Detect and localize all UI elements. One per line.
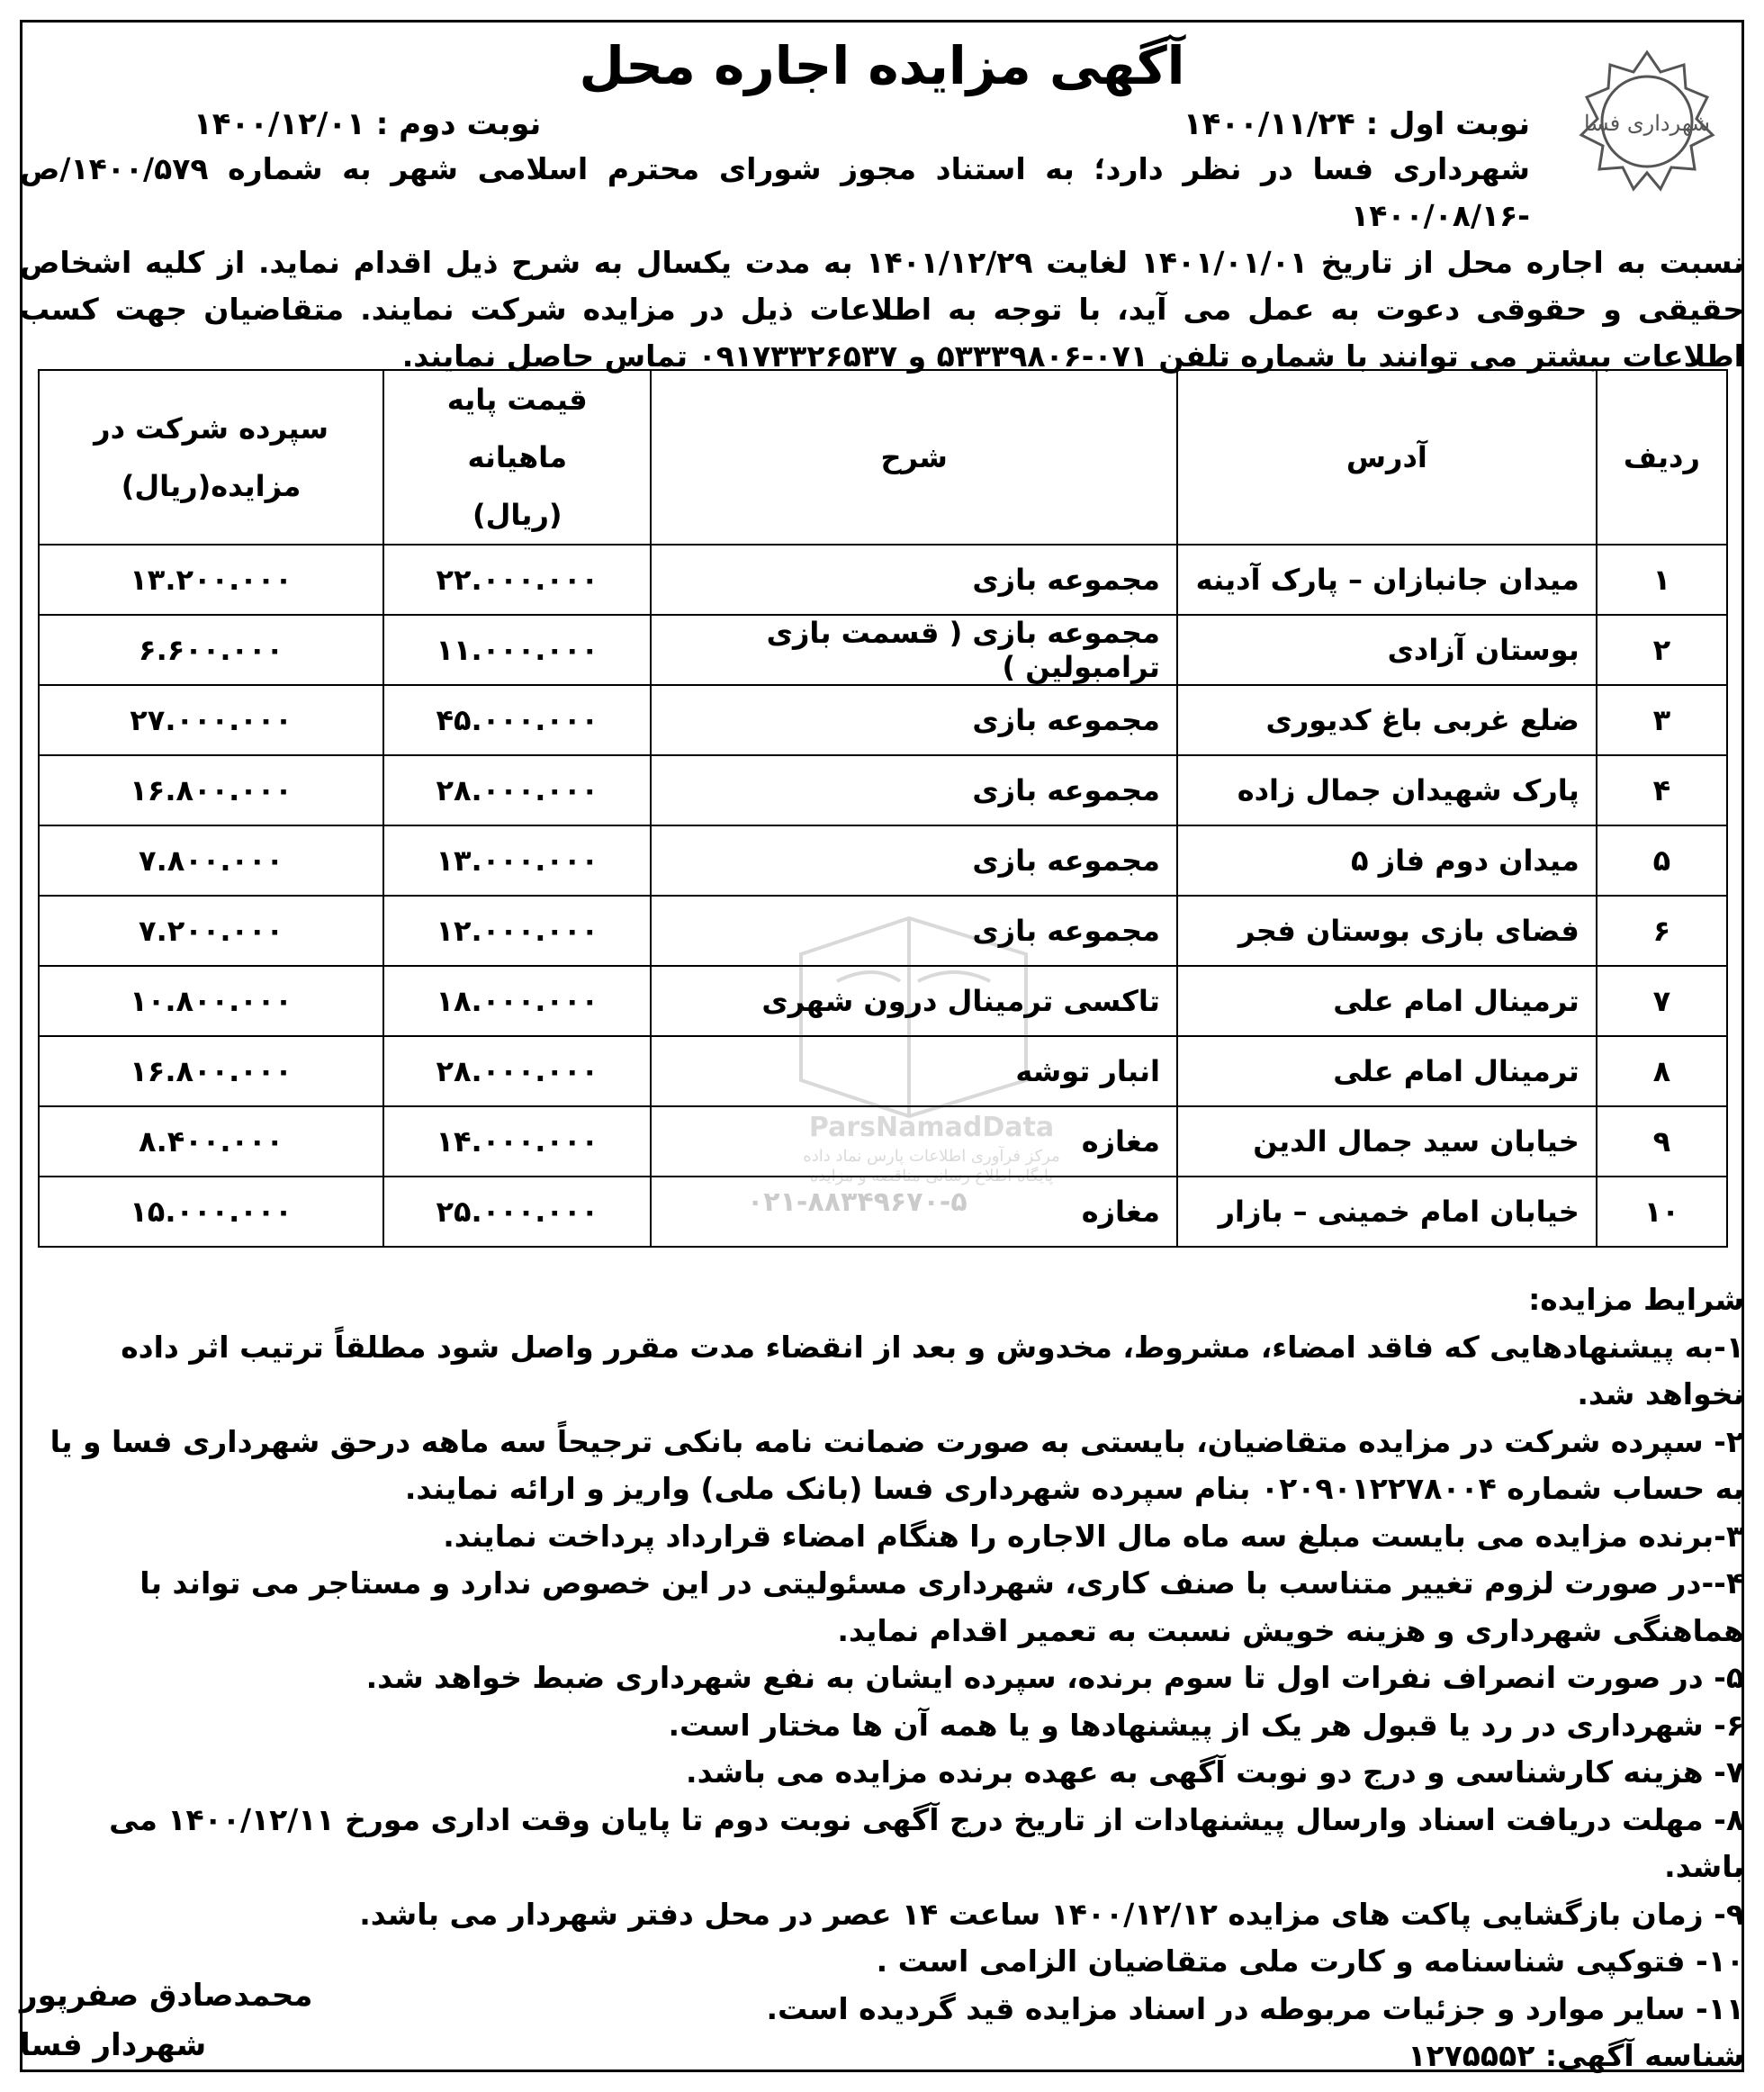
row-description: انبار توشه	[651, 1036, 1177, 1106]
row-price: ۱۴.۰۰۰.۰۰۰	[383, 1106, 651, 1177]
condition-item: ۹- زمان بازگشایی پاکت های مزایده ۱۴۰۰/۱۲/۱۲ ساعت ۱۴ عصر در محل دفتر شهردار می باشد.	[359, 1896, 1744, 1932]
header-description: شرح	[651, 370, 1177, 545]
row-index: ۶	[1597, 896, 1727, 966]
first-turn-date: نوبت اول : ۱۴۰۰/۱۱/۲۴	[1183, 106, 1530, 142]
row-deposit: ۸.۴۰۰.۰۰۰	[39, 1106, 383, 1177]
row-description: مجموعه بازی	[651, 825, 1177, 896]
row-deposit: ۱۶.۸۰۰.۰۰۰	[39, 755, 383, 825]
header-price-line1: قیمت پایه ماهیانه	[446, 383, 588, 474]
row-deposit: ۱۶.۸۰۰.۰۰۰	[39, 1036, 383, 1106]
row-price: ۱۳.۰۰۰.۰۰۰	[383, 825, 651, 896]
row-address: ضلع غربی باغ کدیوری	[1177, 685, 1597, 755]
condition-item: ۵- در صورت انصراف نفرات اول تا سوم برنده، سپرده ایشان به نفع شهرداری ضبط خواهد شد.	[365, 1660, 1744, 1695]
row-price: ۲۵.۰۰۰.۰۰۰	[383, 1177, 651, 1247]
auction-conditions	[20, 1276, 1744, 2080]
table-row	[39, 685, 1727, 755]
svg-text:شهرداری فسا: شهرداری فسا	[1584, 111, 1710, 136]
row-index: ۷	[1597, 966, 1727, 1036]
condition-item: ۸- مهلت دریافت اسناد وارسال پیشنهادات از تاریخ درج آگهی نوبت دوم تا پایان وقت اداری مورخ ۱۴۰۰/۱۲/۱۱ می باشد.	[109, 1801, 1744, 1884]
condition-item: ۱۰- فتوکپی شناسنامه و کارت ملی متقاضیان الزامی است .	[876, 1943, 1744, 1979]
row-address: میدان دوم فاز ۵	[1177, 825, 1597, 896]
watermark-brand: ParsNamadData	[808, 1112, 1055, 1143]
row-deposit: ۲۷.۰۰۰.۰۰۰	[39, 685, 383, 755]
condition-item: ۳-برنده مزایده می بایست مبلغ سه ماه مال الاجاره را هنگام امضاء قرارداد پرداخت نمایند.	[443, 1518, 1744, 1554]
row-index: ۱۰	[1597, 1177, 1727, 1247]
condition-item: ۷- هزینه کارشناسی و درج دو نوبت آگهی به عهده برنده مزایده می باشد.	[686, 1754, 1744, 1790]
row-deposit: ۱۳.۲۰۰.۰۰۰	[39, 545, 383, 615]
row-price: ۲۸.۰۰۰.۰۰۰	[383, 1036, 651, 1106]
row-index: ۱	[1597, 545, 1727, 615]
row-description: مجموعه بازی	[651, 755, 1177, 825]
signature-block	[20, 1971, 312, 2070]
row-price: ۱۲.۰۰۰.۰۰۰	[383, 896, 651, 966]
header-index: ردیف	[1597, 370, 1727, 545]
watermark-line2: پایگاه اطلاع رسانی مناقصه و مزایده	[809, 1167, 1054, 1186]
row-index: ۹	[1597, 1106, 1727, 1177]
condition-item: ۱۱- سایر موارد و جزئیات مربوطه در اسناد مزایده قید گردیده است.	[766, 1990, 1744, 2026]
watermark	[729, 900, 1134, 1188]
row-price: ۱۸.۰۰۰.۰۰۰	[383, 966, 651, 1036]
row-description: مجموعه بازی	[651, 896, 1177, 966]
row-price: ۲۸.۰۰۰.۰۰۰	[383, 755, 651, 825]
row-address: ترمینال امام علی	[1177, 1036, 1597, 1106]
notice-title: آگهی مزایده اجاره محل	[579, 35, 1185, 96]
signatory-name: محمدصادق صفرپور	[20, 1978, 313, 2014]
row-deposit: ۱۵.۰۰۰.۰۰۰	[39, 1177, 383, 1247]
table-header-row	[39, 370, 1727, 545]
intro-paragraph	[20, 146, 1744, 380]
condition-item: ۴--در صورت لزوم تغییر متناسب با صنف کاری، شهرداری مسئولیتی در این خصوص ندارد و مستاجر می تواند با هماهنگی شهرداری و هزینه خویش نسبت به تعمیر اقدام نماید.	[140, 1565, 1744, 1648]
table-row	[39, 615, 1727, 685]
row-price: ۴۵.۰۰۰.۰۰۰	[383, 685, 651, 755]
watermark-phone: ۰۲۱-۸۸۳۴۹۶۷۰-۵	[747, 1186, 968, 1218]
row-index: ۵	[1597, 825, 1727, 896]
row-price: ۱۱.۰۰۰.۰۰۰	[383, 615, 651, 685]
header-deposit	[39, 370, 383, 545]
row-index: ۴	[1597, 755, 1727, 825]
row-address: میدان جانبازان – پارک آدینه	[1177, 545, 1597, 615]
row-address: ترمینال امام علی	[1177, 966, 1597, 1036]
row-index: ۲	[1597, 615, 1727, 685]
row-address: خیابان سید جمال الدین	[1177, 1106, 1597, 1177]
table-row	[39, 755, 1727, 825]
header-price-line2: (ریال)	[472, 498, 562, 532]
condition-item: ۶- شهرداری در رد یا قبول هر یک از پیشنهادها و یا همه آن ها مختار است.	[668, 1707, 1744, 1743]
row-description: مجموعه بازی	[651, 685, 1177, 755]
header-address: آدرس	[1177, 370, 1597, 545]
conditions-heading: شرایط مزایده:	[1528, 1282, 1744, 1317]
row-address: خیابان امام خمینی – بازار	[1177, 1177, 1597, 1247]
row-deposit: ۶.۶۰۰.۰۰۰	[39, 615, 383, 685]
table-row	[39, 825, 1727, 896]
row-deposit: ۱۰.۸۰۰.۰۰۰	[39, 966, 383, 1036]
intro-first-line: شهرداری فسا در نظر دارد؛ به استناد مجوز شورای محترم اسلامی شهر به شماره ۱۴۰۰/۵۷۹/ص -۱۴۰۰/۰۸/۱۶	[20, 151, 1530, 233]
row-address: بوستان آزادی	[1177, 615, 1597, 685]
row-index: ۳	[1597, 685, 1727, 755]
table-row	[39, 545, 1727, 615]
row-description: مغازه	[651, 1177, 1177, 1247]
intro-body: نسبت به اجاره محل از تاریخ ۱۴۰۱/۰۱/۰۱ لغایت ۱۴۰۱/۱۲/۲۹ به مدت یکسال به شرح ذیل اقدام نماید. از کلیه اشخاص حقیقی و حقوقی دعوت به عمل می آید، با توجه به اطلاعات ذیل در مزایده شرکت نمایند. متقاضیان جهت کسب اطلاعات بیشتر می توانند با شماره تلفن ۰۷۱-۵۳۳۳۹۸۰۶ و ۰۹۱۷۳۳۲۶۵۳۷ تماس حاصل نمایند.	[20, 245, 1745, 374]
signatory-role: شهردار فسا	[20, 2027, 207, 2063]
second-turn-date: نوبت دوم : ۱۴۰۰/۱۲/۰۱	[194, 106, 542, 142]
row-description: تاکسی ترمینال درون شهری	[651, 966, 1177, 1036]
header-deposit-line2: مزایده(ریال)	[121, 469, 302, 503]
header-price	[383, 370, 651, 545]
condition-item: ۲- سپرده شرکت در مزایده متقاضیان، بایستی به صورت ضمانت نامه بانکی ترجیحاً سه ماهه درحق شهرداری فسا و یا به حساب شماره ۰۲۰۹۰۱۲۲۷۸۰۰۴ بنام سپرده شهرداری فسا (بانک ملی) واریز و ارائه نمایند.	[50, 1423, 1744, 1506]
row-index: ۸	[1597, 1036, 1727, 1106]
row-address: فضای بازی بوستان فجر	[1177, 896, 1597, 966]
condition-item: ۱-به پیشنهادهایی که فاقد امضاء، مشروط، مخدوش و بعد از انقضاء مدت مقرر واصل شود مطلقاً ترتیب اثر داده نخواهد شد.	[121, 1329, 1744, 1411]
header-deposit-line1: سپرده شرکت در	[94, 411, 328, 446]
row-deposit: ۷.۲۰۰.۰۰۰	[39, 896, 383, 966]
row-address: پارک شهیدان جمال زاده	[1177, 755, 1597, 825]
row-price: ۲۲.۰۰۰.۰۰۰	[383, 545, 651, 615]
row-description: مجموعه بازی ( قسمت بازی ترامبولین )	[651, 615, 1177, 685]
row-description: مغازه	[651, 1106, 1177, 1177]
watermark-line1: مرکز فرآوری اطلاعات پارس نماد داده	[803, 1147, 1060, 1166]
row-description: مجموعه بازی	[651, 545, 1177, 615]
row-deposit: ۷.۸۰۰.۰۰۰	[39, 825, 383, 896]
ad-identifier: شناسه آگهی: ۱۲۷۵۵۵۲	[1408, 2038, 1744, 2073]
